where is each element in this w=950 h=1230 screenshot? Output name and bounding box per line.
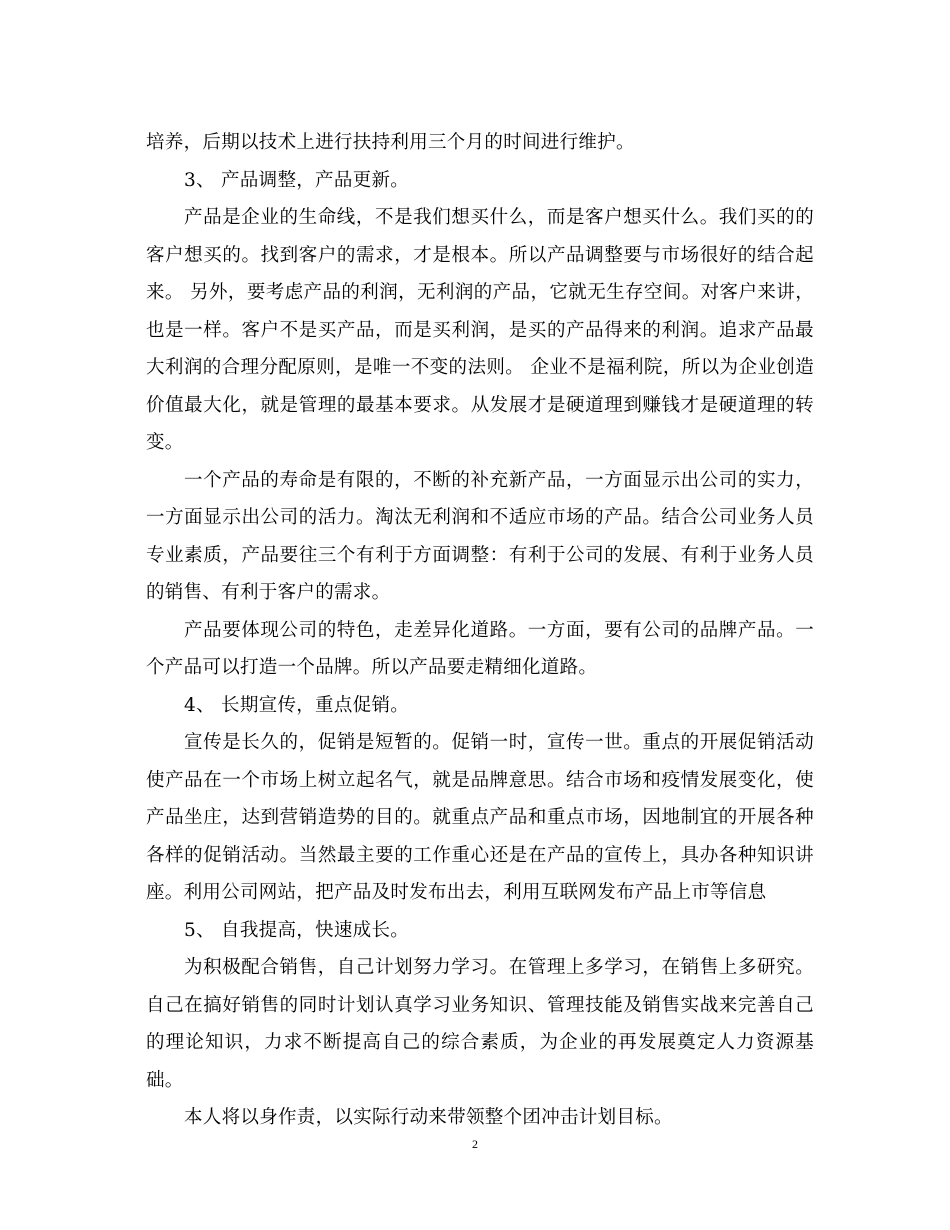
- paragraph-product-lifespan: 一个产品的寿命是有限的，不断的补充新产品，一方面显示出公司的实力，一方面显示出公司的活力。淘汰无利润和不适应市场的产品。结合公司业务人员专业素质，产品要往三个有利于方面调整：有利于公司的发展、有利于业务人员的销售、有利于客户的需求。: [146, 469, 814, 603]
- paragraph-product-differentiation: 产品要体现公司的特色，走差异化道路。一方面，要有公司的品牌产品。一个产品可以打造一个品牌。所以产品要走精细化道路。: [146, 619, 814, 678]
- section-heading-self-improvement: 5、 自我提高，快速成长。: [184, 919, 410, 941]
- paragraph-learning-plan: 为积极配合销售，自己计划努力学习。在管理上多学习，在销售上多研究。自己在搞好销售的同时计划认真学习业务知识、管理技能及销售实战来完善自己的理论知识，力求不断提高自己的综合素质，为企业的再发展奠定人力资源基础。: [146, 957, 814, 1091]
- page-number: 2: [472, 1137, 478, 1151]
- document-body: [146, 124, 814, 1137]
- paragraph-promotion-strategy: 宣传是长久的，促销是短暂的。促销一时，宣传一世。重点的开展促销活动使产品在一个市场上树立起名气，就是品牌意思。结合市场和疫情发展变化，使产品坐庄，达到营销造势的目的。就重点产品和重点市场，因地制宜的开展各种各样的促销活动。当然最主要的工作重心还是在产品的宣传上，具办各种知识讲座。利用公司网站，把产品及时发布出去，利用互联网发布产品上市等信息: [146, 732, 814, 903]
- section-heading-product-adjustment: 3、 产品调整，产品更新。: [184, 169, 410, 191]
- paragraph-leadership-commitment: 本人将以身作责，以实际行动来带领整个团冲击计划目标。: [184, 1107, 673, 1128]
- paragraph-training-maintenance: 培养，后期以技术上进行扶持利用三个月的时间进行维护。: [146, 132, 635, 153]
- paragraph-product-lifeline: 产品是企业的生命线，不是我们想买什么，而是客户想买什么。我们买的的客户想买的。找到客户的需求，才是根本。所以产品调整要与市场很好的结合起来。 另外，要考虑产品的利润，无利润的产品，它就无生存空间。对客户来讲，也是一样。客户不是买产品，而是买利润，是买的产品得来的利润。追求产品最大利润的合理分配原则，是唯一不变的法则。 企业不是福利院，所以为企业创造价值最大化，就是管理的最基本要求。从发展才是硬道理到赚钱才是硬道理的转变。: [146, 207, 814, 453]
- section-heading-promotion: 4、 长期宣传，重点促销。: [184, 694, 410, 716]
